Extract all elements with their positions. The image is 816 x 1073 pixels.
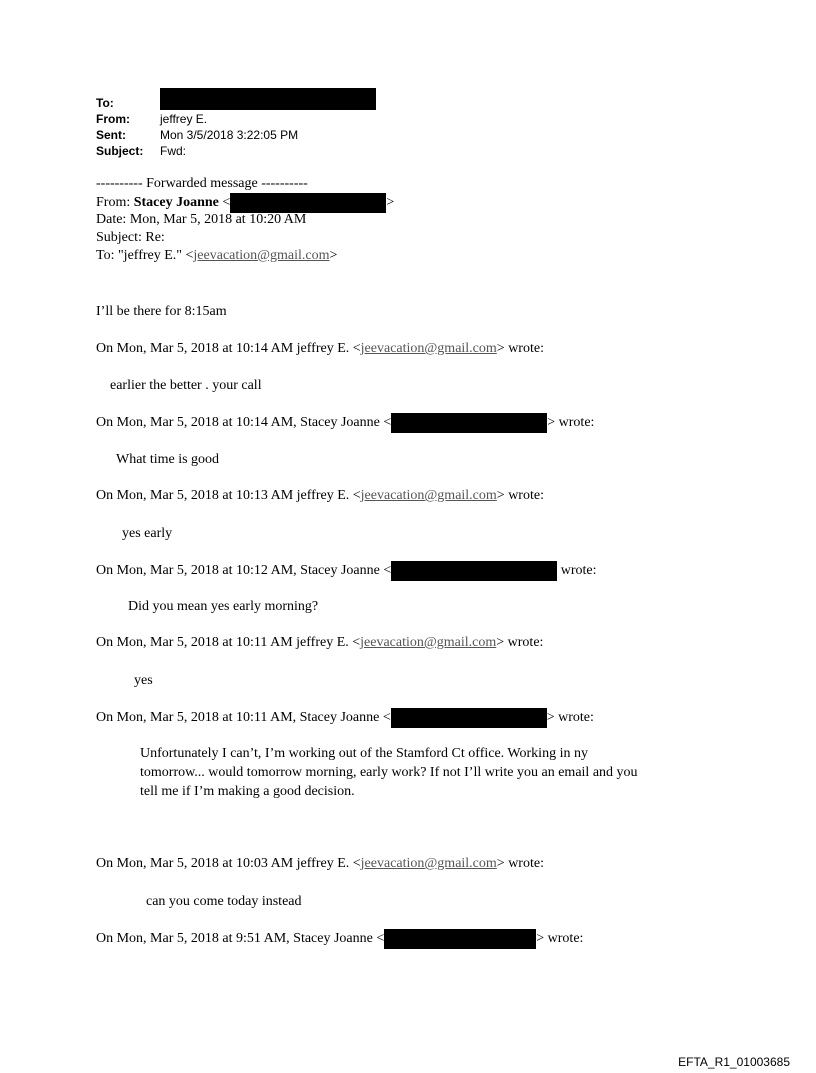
attribution-suffix: > wrote: [496,856,544,871]
from-label: From: [96,112,130,126]
sent-value: Mon 3/5/2018 3:22:05 PM [160,128,299,142]
attribution-suffix: wrote: [557,563,597,579]
attribution-suffix: > wrote: [496,341,544,356]
quoted-message: can you come today instead [146,894,302,909]
subject-label: Subject: [96,144,144,158]
forwarded-close-bracket: > [386,195,395,211]
attribution-prefix: On Mon, Mar 5, 2018 at 10:14 AM jeffrey E. < [96,341,361,356]
attribution-suffix: > wrote: [546,710,594,726]
thread-attribution [96,487,544,505]
from-value: jeffrey E. [160,112,208,126]
email-link[interactable]: jeevacation@gmail.com [193,248,330,263]
attribution-prefix: On Mon, Mar 5, 2018 at 10:13 AM jeffrey E. < [96,488,361,503]
forwarded-date-line: Date: Mon, Mar 5, 2018 at 10:20 AM [96,212,307,227]
attribution-suffix: > wrote: [547,415,595,431]
sent-label: Sent: [96,128,126,142]
header-to-row [96,96,376,112]
forwarded-from-line [96,193,394,213]
redaction-bar [230,193,386,213]
quoted-message [140,744,638,801]
document-id: EFTA_R1_01003685 [678,1055,790,1069]
forwarded-divider: ---------- Forwarded message ---------- [96,176,308,191]
thread-attribution [96,929,583,949]
quoted-message: earlier the better . your call [110,378,262,393]
attribution-prefix: On Mon, Mar 5, 2018 at 10:14 AM, Stacey Joanne < [96,415,392,431]
header-from-row [96,112,376,128]
quoted-line: tell me if I’m making a good decision. [140,784,355,799]
quoted-message: Did you mean yes early morning? [128,599,319,614]
attribution-prefix: On Mon, Mar 5, 2018 at 9:51 AM, Stacey Joanne < [96,931,385,947]
quoted-line: tomorrow... would tomorrow morning, early work? If not I’ll write you an email and you [140,765,638,780]
reply-text: I’ll be there for 8:15am [96,304,227,319]
attribution-prefix: On Mon, Mar 5, 2018 at 10:03 AM jeffrey E. < [96,856,361,871]
to-label: To: [96,96,114,110]
email-link[interactable]: jeevacation@gmail.com [360,488,497,503]
attribution-suffix: > wrote: [536,931,584,947]
attribution-suffix: > wrote: [496,635,544,650]
thread-attribution [96,413,594,433]
forwarded-open-bracket: < [218,195,231,211]
forwarded-from-prefix: From: [96,195,134,211]
redaction-bar [391,413,547,433]
thread-attribution [96,634,543,652]
header-subject-row [96,144,376,160]
quoted-message: What time is good [116,452,220,467]
quoted-message: yes early [122,526,173,541]
thread-attribution [96,708,594,728]
forwarded-from-name: Stacey Joanne [133,195,219,211]
subject-value: Fwd: [160,144,187,158]
email-header [96,96,376,160]
redaction-bar [384,929,536,949]
header-sent-row [96,128,376,144]
attribution-prefix: On Mon, Mar 5, 2018 at 10:11 AM jeffrey E. < [96,635,361,650]
attribution-prefix: On Mon, Mar 5, 2018 at 10:12 AM, Stacey Joanne < [96,563,392,579]
quoted-message: yes [134,673,153,688]
redaction-bar [391,708,547,728]
email-link[interactable]: jeevacation@gmail.com [360,341,497,356]
redaction-bar [160,88,376,110]
forwarded-to-line [96,247,337,265]
thread-attribution [96,340,544,358]
forwarded-to-prefix: To: "jeffrey E." < [96,248,194,263]
thread-attribution [96,561,597,581]
email-link[interactable]: jeevacation@gmail.com [360,856,497,871]
forwarded-to-suffix: > [329,248,338,263]
quoted-line: Unfortunately I can’t, I’m working out of the Stamford Ct office. Working in ny [140,746,588,761]
attribution-prefix: On Mon, Mar 5, 2018 at 10:11 AM, Stacey Joanne < [96,710,391,726]
attribution-suffix: > wrote: [496,488,544,503]
redaction-bar [391,561,557,581]
forwarded-subject-line: Subject: Re: [96,230,165,245]
email-link[interactable]: jeevacation@gmail.com [360,635,497,650]
thread-attribution [96,855,544,873]
